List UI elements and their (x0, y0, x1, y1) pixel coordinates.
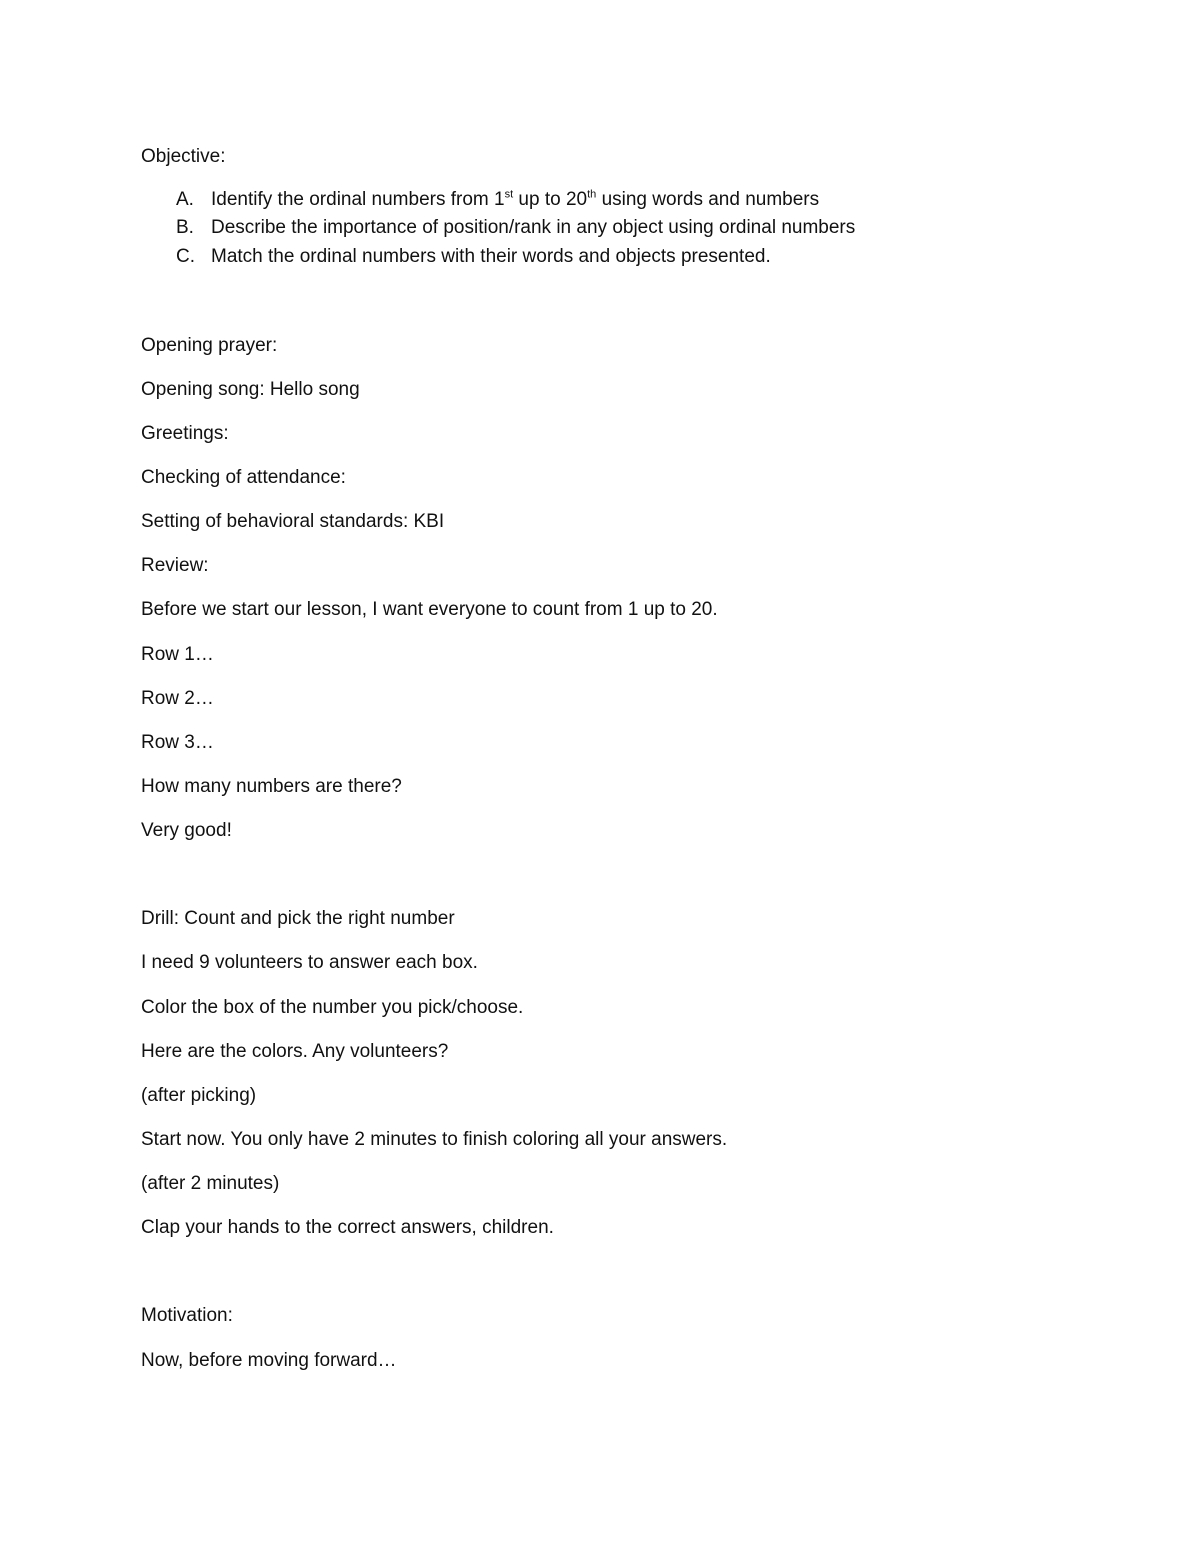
objective-item-a (176, 188, 819, 212)
objective-item-c (176, 245, 771, 269)
opening-prayer: Opening prayer: (141, 335, 278, 356)
moving-forward: Now, before moving forward… (141, 1350, 397, 1371)
row-1: Row 1… (141, 644, 214, 665)
after-picking-note: (after picking) (141, 1085, 257, 1106)
objective-b-text: Describe the importance of position/rank in any object using ordinal numbers (211, 217, 856, 238)
volunteers-instruction: I need 9 volunteers to answer each box. (141, 952, 478, 973)
objective-a-text-2: up to 20 (513, 189, 588, 210)
color-box-instruction: Color the box of the number you pick/choose. (141, 997, 524, 1018)
drill-heading: Drill: Count and pick the right number (141, 908, 455, 929)
after-2-minutes-note: (after 2 minutes) (141, 1173, 280, 1194)
objective-letter-a: A. (176, 189, 194, 210)
review-instruction: Before we start our lesson, I want everyone to count from 1 up to 20. (141, 599, 718, 620)
start-now-instruction: Start now. You only have 2 minutes to finish coloring all your answers. (141, 1129, 728, 1150)
clap-instruction: Clap your hands to the correct answers, children. (141, 1217, 554, 1238)
objective-a-sup-2: th (587, 188, 597, 201)
objective-letter-b: B. (176, 217, 194, 238)
objective-a-text-3: using words and numbers (596, 189, 820, 210)
behavioral-standards: Setting of behavioral standards: KBI (141, 511, 445, 532)
review-heading: Review: (141, 555, 209, 576)
objective-item-b (176, 216, 855, 240)
opening-song: Opening song: Hello song (141, 379, 360, 400)
objective-a-sup-1: st (504, 188, 514, 201)
row-2: Row 2… (141, 688, 214, 709)
objective-a-text-1: Identify the ordinal numbers from 1 (211, 189, 505, 210)
very-good: Very good! (141, 820, 232, 841)
greetings: Greetings: (141, 423, 229, 444)
motivation-heading: Motivation: (141, 1305, 233, 1326)
row-3: Row 3… (141, 732, 214, 753)
objective-c-text: Match the ordinal numbers with their words and objects presented. (211, 246, 771, 267)
objective-letter-c: C. (176, 246, 195, 267)
how-many-question: How many numbers are there? (141, 776, 402, 797)
objective-heading: Objective: (141, 146, 226, 167)
checking-attendance: Checking of attendance: (141, 467, 346, 488)
colors-instruction: Here are the colors. Any volunteers? (141, 1041, 449, 1062)
